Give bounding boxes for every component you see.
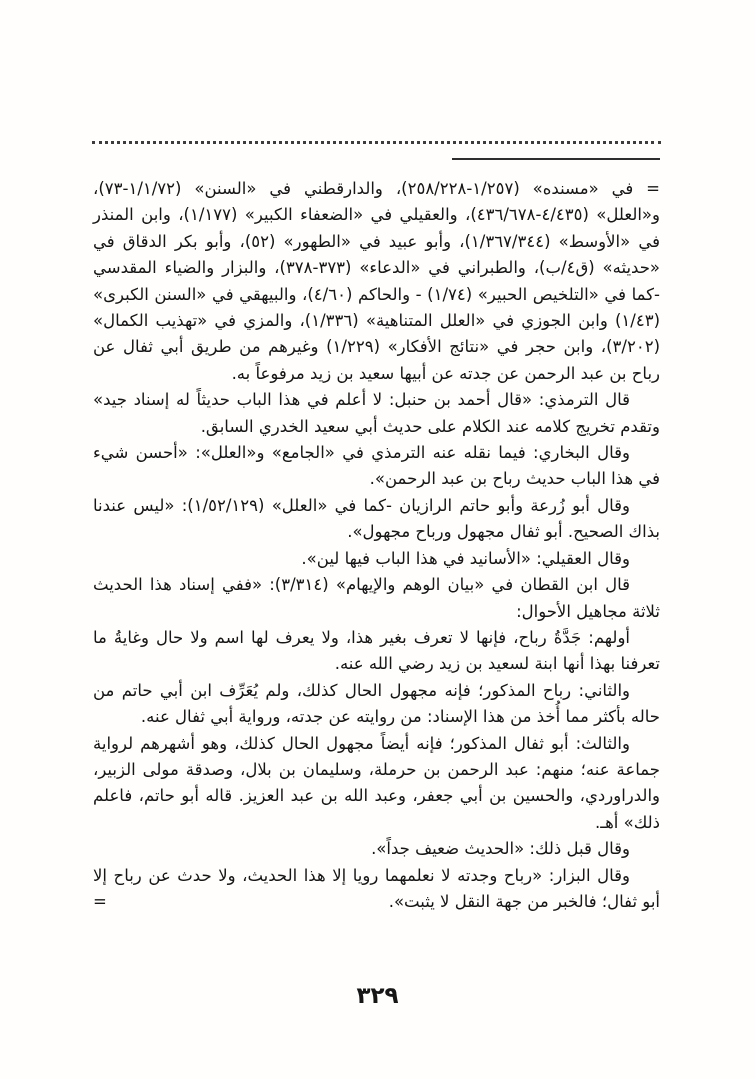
paragraph: وقال أبو زُرعة وأبو حاتم الرازيان -كما في «العلل» (١/٥٢/١٢٩): «ليس عندنا بذاك الصحيح. أبو ثفال مجهول ورباح مجهول». — [93, 495, 660, 542]
paragraph: وقال البخاري: فيما نقله عنه الترمذي في «الجامع» و«العلل»: «أحسن شيء في هذا الباب حديث رباح بن عبد الرحمن». — [93, 443, 660, 489]
paragraph: أولهم: جَدَّةُ رباح، فإنها لا تعرف بغير هذا، ولا يعرف لها اسم ولا حال وغايةُ ما تعرفنا بهذا أنها ابنة لسعيد بن زيد رضي الله عنه. — [93, 627, 660, 674]
page-number: ٣٢٩ — [356, 983, 399, 1009]
paragraph: وقال العقيلي: «الأسانيد في هذا الباب فيها لين». — [301, 548, 630, 568]
paragraph: قال ابن القطان في «بيان الوهم والإيهام» (٣/٣١٤): «ففي إسناد هذا الحديث ثلاثة مجاهيل الأحوال: — [93, 575, 660, 621]
paragraph: وقال البزار: «رباح وجدته لا نعلمهما رويا إلا هذا الحديث، ولا حدث عن رباح إلا أبو ثفال؛ فالخبر من جهة النقل لا يثبت». — [93, 865, 660, 911]
paragraph: قال الترمذي: «قال أحمد بن حنبل: لا أعلم في هذا الباب حديثاً له إسناد جيد» وتقدم تخريج كلامه عند الكلام على حديث أبي سعيد الخدري السابق. — [93, 390, 660, 436]
paragraph: والثاني: رباح المذكور؛ فإنه مجهول الحال كذلك، ولم يُعَرِّف ابن أبي حاتم من حاله بأكثر مما أُخذ من هذا الإسناد: من روايته عن جدته، ورواية أبي ثفال عنه. — [93, 680, 660, 727]
paragraph: والثالث: أبو ثفال المذكور؛ فإنه أيضاً مجهول الحال كذلك، وهو أشهرهم لرواية جماعة عنه؛ منهم: عبد الرحمن بن حرملة، وسليمان بن بلال، وصدقة مولى الزبير، والدراوردي، والحسين بن أبي جعفر، وعبد الله بن عبد العزيز. قاله أبو حاتم، فاعلم ذلك» أهـ. — [93, 733, 660, 832]
paragraph: = في «مسنده» (١/٢٥٧-٢٥٨/٢٢٨)، والدارقطني في «السنن» (١/١/٧٢-٧٣)، و«العلل» (٤/٤٣٥-٤٣٦/٦٧٨)، والعقيلي في «الضعفاء الكبير» (١/١٧٧)، وابن المنذر في «الأوسط» (١/٣٦٧/٣٤٤)، وأبو عبيد في «الطهور» (٥٢)، وأبو بكر الدقاق في «حديثه» (ق٤/ب)، والطبراني في «الدعاء» (٣٧٣-٣٧٨)، والبزار والضياء المقدسي -كما في «التلخيص الحبير» (١/٧٤) - والحاكم (٤/٦٠)، والبيهقي في «السنن الكبرى» (١/٤٣) وابن الجوزي في «العلل المتناهية» (١/٣٣٦)، والمزي في «تهذيب الكمال» (٣/٢٠٢)، وابن حجر في «نتائج الأفكار» (١/٢٢٩) وغيرهم من طريق أبي ثفال عن رباح بن عبد الرحمن عن جدته عن أبيها سعيد بن زيد مرفوعاً به. — [93, 179, 661, 383]
continuation-marker: = — [93, 891, 107, 911]
footnote-text-block — [93, 176, 660, 915]
dotted-separator — [92, 141, 661, 144]
paragraph: وقال قبل ذلك: «الحديث ضعيف جداً». — [371, 839, 630, 859]
footnote-rule — [452, 158, 660, 160]
